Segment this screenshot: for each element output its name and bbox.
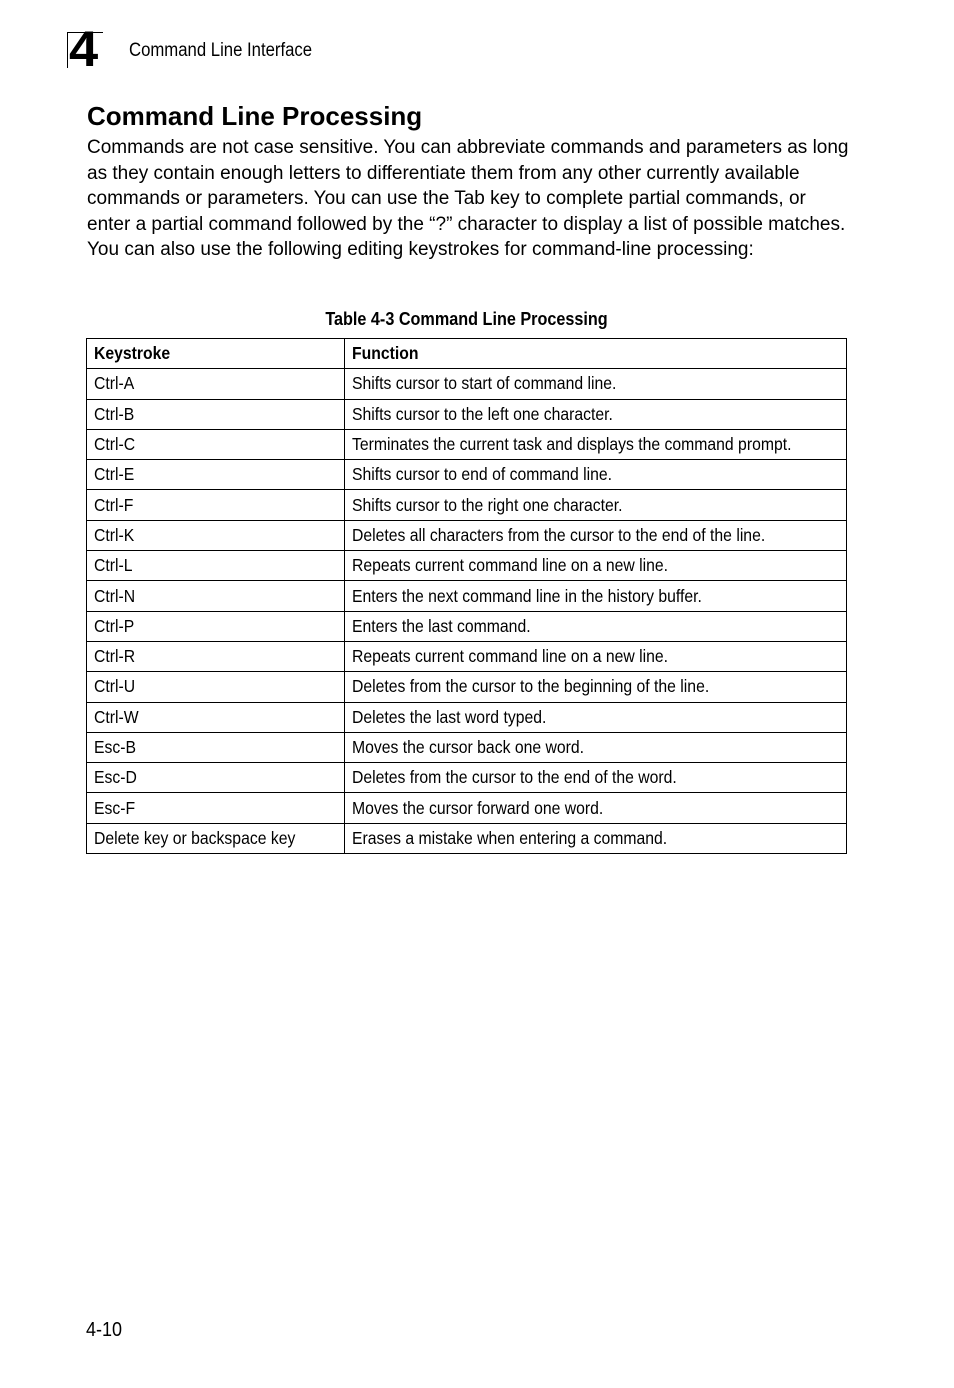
table-row <box>87 702 847 732</box>
keystroke-text: Ctrl-P <box>94 615 135 636</box>
keystroke-text: Ctrl-U <box>94 676 136 697</box>
keystroke-cell <box>87 490 345 520</box>
function-cell <box>345 763 847 793</box>
keystroke-text: Delete key or backspace key <box>94 827 296 848</box>
keystroke-text: Esc-B <box>94 737 137 757</box>
function-cell <box>345 793 847 823</box>
function-cell <box>345 520 847 550</box>
table-row <box>87 581 847 611</box>
function-text: Shifts cursor to the left one character. <box>352 403 613 424</box>
keystroke-cell <box>87 732 345 762</box>
keystroke-cell <box>87 520 345 550</box>
function-cell <box>345 369 847 399</box>
function-text: Deletes all characters from the cursor to the end of the line. <box>352 524 766 545</box>
keystroke-cell <box>87 581 345 611</box>
table-row <box>87 672 847 702</box>
keystroke-text: Esc-D <box>94 767 137 788</box>
function-cell <box>345 490 847 520</box>
keystroke-text: Ctrl-C <box>94 434 136 455</box>
keystroke-text: Ctrl-N <box>94 585 136 606</box>
table-row <box>87 732 847 762</box>
function-cell <box>345 641 847 671</box>
function-text: Shifts cursor to end of command line. <box>352 464 613 485</box>
function-text: Shifts cursor to start of command line. <box>352 373 617 394</box>
keystroke-table <box>86 338 847 854</box>
table-row <box>87 429 847 459</box>
function-cell <box>345 672 847 702</box>
keystroke-text: Ctrl-F <box>94 494 134 515</box>
function-text: Erases a mistake when entering a command. <box>352 827 668 848</box>
header-function-label: Function <box>352 343 419 364</box>
function-cell <box>345 702 847 732</box>
keystroke-text: Ctrl-L <box>94 555 133 576</box>
chapter-number: 4 <box>69 21 99 77</box>
section-title: Command Line Processing <box>87 101 423 131</box>
keystroke-text: Ctrl-B <box>94 403 135 424</box>
function-text: Moves the cursor forward one word. <box>352 797 604 818</box>
table-row <box>87 641 847 671</box>
table-body <box>87 369 847 854</box>
table-header-row <box>87 339 847 369</box>
table-row <box>87 490 847 520</box>
table-row <box>87 763 847 793</box>
keystroke-cell <box>87 702 345 732</box>
function-cell <box>345 611 847 641</box>
keystroke-cell <box>87 429 345 459</box>
keystroke-cell <box>87 763 345 793</box>
keystroke-cell <box>87 672 345 702</box>
keystroke-text: Ctrl-K <box>94 524 135 545</box>
function-text: Moves the cursor back one word. <box>352 737 584 757</box>
function-cell <box>345 732 847 762</box>
keystroke-text: Esc-F <box>94 797 136 818</box>
function-cell <box>345 581 847 611</box>
table-row <box>87 520 847 550</box>
table-row <box>87 460 847 490</box>
function-text: Enters the next command line in the history buffer. <box>352 585 702 606</box>
body-paragraph: Commands are not case sensitive. You can abbreviate commands and parameters as long as they contain enough letters to differentiate them from any other currently available commands or parameters. You can use the Tab key to complete partial commands, or enter a partial command followed by the “?” character to display a list of possible matches. You can also use the following editing keystrokes for command-line processing: <box>87 137 849 260</box>
function-text: Repeats current command line on a new line. <box>352 646 669 667</box>
keystroke-cell <box>87 551 345 581</box>
keystroke-text: Ctrl-E <box>94 464 135 485</box>
function-text: Shifts cursor to the right one character. <box>352 494 623 515</box>
function-text: Repeats current command line on a new line. <box>352 555 669 576</box>
keystroke-text: Ctrl-R <box>94 646 136 667</box>
header-keystroke <box>87 339 345 369</box>
function-cell <box>345 429 847 459</box>
table-row <box>87 551 847 581</box>
table-row <box>87 611 847 641</box>
header-function <box>345 339 847 369</box>
keystroke-cell <box>87 399 345 429</box>
keystroke-text: Ctrl-W <box>94 706 139 727</box>
table-row <box>87 823 847 853</box>
header-keystroke-label: Keystroke <box>94 343 171 364</box>
table-row <box>87 369 847 399</box>
function-text: Enters the last command. <box>352 615 531 636</box>
table-row <box>87 793 847 823</box>
function-text: Deletes from the cursor to the beginning of the line. <box>352 676 710 697</box>
table-caption: Table 4-3 Command Line Processing <box>325 309 608 329</box>
keystroke-cell <box>87 641 345 671</box>
keystroke-cell <box>87 611 345 641</box>
keystroke-text: Ctrl-A <box>94 373 135 394</box>
function-text: Deletes from the cursor to the end of the word. <box>352 767 677 788</box>
page-number: 4-10 <box>86 1319 123 1341</box>
function-text: Deletes the last word typed. <box>352 706 547 727</box>
function-cell <box>345 551 847 581</box>
function-cell <box>345 399 847 429</box>
running-header-title: Command Line Interface <box>129 40 313 61</box>
keystroke-cell <box>87 460 345 490</box>
keystroke-cell <box>87 823 345 853</box>
function-cell <box>345 460 847 490</box>
keystroke-cell <box>87 369 345 399</box>
table-row <box>87 399 847 429</box>
keystroke-cell <box>87 793 345 823</box>
function-cell <box>345 823 847 853</box>
function-text: Terminates the current task and displays the command prompt. <box>352 434 792 455</box>
